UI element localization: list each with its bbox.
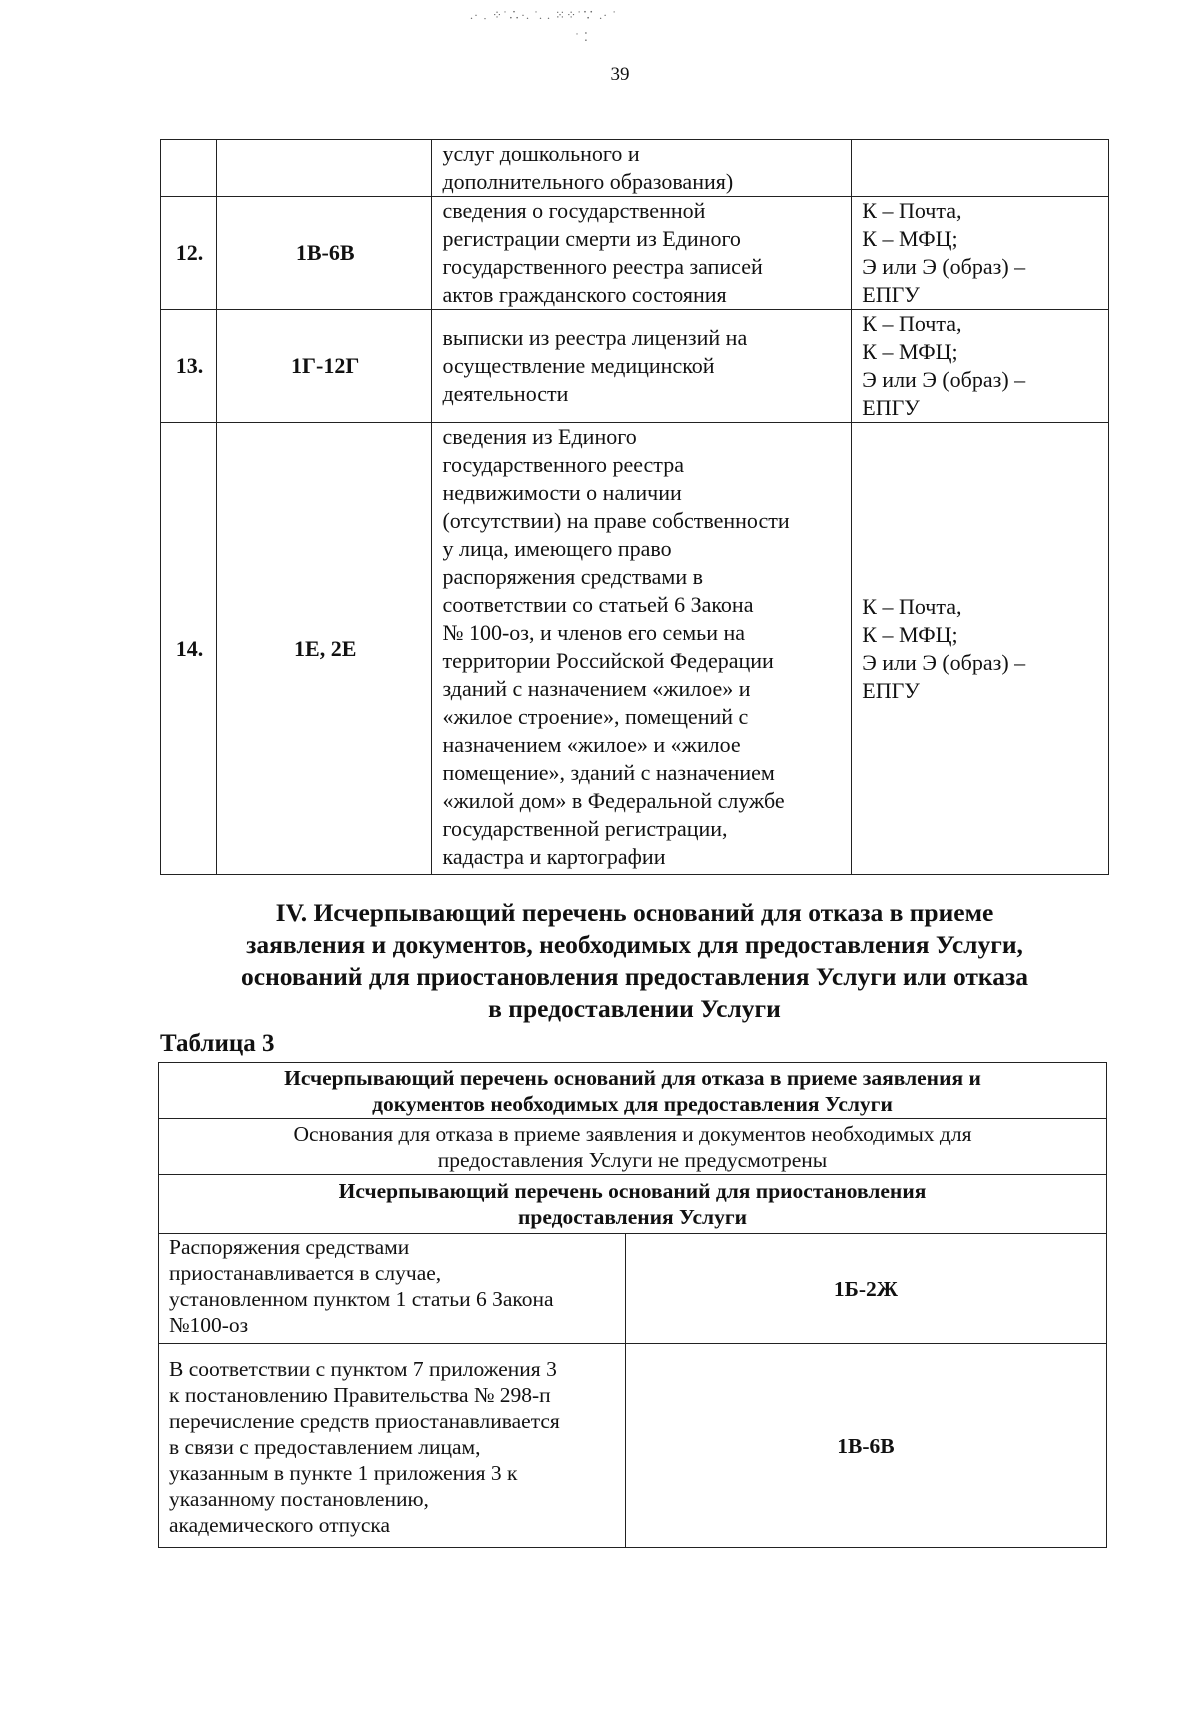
table-row bbox=[159, 1344, 1107, 1548]
row-method bbox=[852, 140, 1109, 197]
method-line: ЕПГУ bbox=[862, 282, 920, 307]
row-code: 1Е, 2Е bbox=[216, 423, 432, 875]
description-line: территории Российской Федерации bbox=[442, 648, 774, 673]
note-line: предоставления Услуги не предусмотрены bbox=[437, 1147, 828, 1172]
table-row bbox=[161, 140, 1109, 197]
row-description bbox=[432, 423, 852, 875]
method-line: К – Почта, bbox=[862, 311, 962, 336]
description-line: недвижимости о наличии bbox=[442, 480, 682, 505]
row-number bbox=[161, 140, 217, 197]
row-code: 1Г-12Г bbox=[216, 310, 432, 423]
heading-line: IV. Исчерпывающий перечень оснований для отказа в приеме bbox=[275, 898, 994, 927]
reason-line: В соответствии с пунктом 7 приложения 3 bbox=[169, 1357, 557, 1381]
description-line: зданий с назначением «жилое» и bbox=[442, 676, 751, 701]
description-line: «жилой дом» в Федеральной службе bbox=[442, 788, 785, 813]
table-caption: Таблица 3 bbox=[160, 1030, 275, 1057]
header-line: документов необходимых для предоставления Услуги bbox=[372, 1091, 893, 1116]
reason-line: установленном пунктом 1 статьи 6 Закона bbox=[169, 1287, 554, 1311]
reason-line: Распоряжения средствами bbox=[169, 1235, 410, 1259]
method-line: ЕПГУ bbox=[862, 677, 920, 703]
method-line: Э или Э (образ) – bbox=[862, 649, 1026, 675]
row-code: 1В-6В bbox=[216, 197, 432, 310]
description-line: распоряжения средствами в bbox=[442, 564, 703, 589]
suspension-header bbox=[159, 1175, 1107, 1234]
row-description bbox=[432, 310, 852, 423]
description-line: № 100-оз, и членов его семьи на bbox=[442, 620, 746, 645]
description-line: деятельности bbox=[442, 381, 569, 406]
description-line: выписки из реестра лицензий на bbox=[442, 325, 748, 350]
method-line: ЕПГУ bbox=[862, 395, 920, 420]
method-line: Э или Э (образ) – bbox=[862, 367, 1026, 392]
description-line: кадастра и картографии bbox=[442, 844, 666, 869]
table-row bbox=[159, 1119, 1107, 1175]
method-line: Э или Э (образ) – bbox=[862, 254, 1026, 279]
reason-line: №100-оз bbox=[169, 1313, 249, 1337]
scan-artifact: .·﹒⁘˙∴·. ˙. . ⁙⁘˙∵ .· ˙ bbox=[470, 8, 618, 22]
description-line: государственного реестра bbox=[442, 452, 684, 477]
row-method bbox=[852, 423, 1109, 875]
table-row bbox=[161, 423, 1109, 875]
description-line: «жилое строение», помещений с bbox=[442, 704, 749, 729]
method-line: К – Почта, bbox=[862, 198, 962, 223]
documents-table-continuation bbox=[160, 139, 1109, 875]
method-line: К – Почта, bbox=[862, 593, 962, 619]
suspension-code: 1Б-2Ж bbox=[625, 1234, 1106, 1344]
row-method bbox=[852, 310, 1109, 423]
page-number: 39 bbox=[610, 64, 630, 85]
suspension-code: 1В-6В bbox=[625, 1344, 1106, 1548]
description-line: регистрации смерти из Единого bbox=[442, 226, 741, 251]
row-number: 12. bbox=[161, 197, 217, 310]
row-code bbox=[216, 140, 432, 197]
description-line: актов гражданского состояния bbox=[442, 282, 727, 307]
method-line: К – МФЦ; bbox=[862, 621, 958, 647]
header-line: Исчерпывающий перечень оснований для отказа в приеме заявления и bbox=[284, 1065, 981, 1090]
scan-artifact: ˙ ⁚ bbox=[575, 30, 589, 44]
reason-line: в связи с предоставлением лицам, bbox=[169, 1435, 481, 1459]
description-line: осуществление медицинской bbox=[442, 353, 715, 378]
table-row bbox=[161, 310, 1109, 423]
reason-line: к постановлению Правительства № 298-п bbox=[169, 1383, 551, 1407]
description-line: соответствии со статьей 6 Закона bbox=[442, 592, 754, 617]
suspension-reason bbox=[159, 1234, 626, 1344]
reason-line: указанному постановлению, bbox=[169, 1487, 429, 1511]
description-line: дополнительного образования) bbox=[442, 169, 734, 194]
table-row bbox=[161, 197, 1109, 310]
description-line: сведения о государственной bbox=[442, 198, 706, 223]
table-row bbox=[159, 1175, 1107, 1234]
refusal-note bbox=[159, 1119, 1107, 1175]
description-line: (отсутствии) на праве собственности bbox=[442, 508, 790, 533]
row-description bbox=[432, 197, 852, 310]
description-line: сведения из Единого bbox=[442, 424, 637, 449]
header-line: Исчерпывающий перечень оснований для приостановления bbox=[338, 1179, 927, 1203]
table-row bbox=[159, 1063, 1107, 1119]
heading-line: оснований для приостановления предоставления Услуги или отказа bbox=[241, 962, 1028, 991]
description-line: услуг дошкольного и bbox=[442, 141, 640, 166]
method-line: К – МФЦ; bbox=[862, 226, 958, 251]
description-line: назначением «жилое» и «жилое bbox=[442, 732, 741, 757]
reason-line: перечисление средств приостанавливается bbox=[169, 1409, 560, 1433]
reason-line: приостанавливается в случае, bbox=[169, 1261, 442, 1285]
heading-line: в предоставлении Услуги bbox=[488, 994, 781, 1023]
suspension-reason bbox=[159, 1344, 626, 1548]
table-row bbox=[159, 1234, 1107, 1344]
section-heading bbox=[160, 897, 1109, 1025]
description-line: у лица, имеющего право bbox=[442, 536, 672, 561]
description-line: помещение», зданий с назначением bbox=[442, 760, 775, 785]
note-line: Основания для отказа в приеме заявления и документов необходимых для bbox=[293, 1121, 972, 1146]
reason-line: указанным в пункте 1 приложения 3 к bbox=[169, 1461, 518, 1485]
heading-line: заявления и документов, необходимых для предоставления Услуги, bbox=[246, 930, 1023, 959]
refusal-header bbox=[159, 1063, 1107, 1119]
method-line: К – МФЦ; bbox=[862, 339, 958, 364]
row-description bbox=[432, 140, 852, 197]
description-line: государственной регистрации, bbox=[442, 816, 728, 841]
row-number: 14. bbox=[161, 423, 217, 875]
row-number: 13. bbox=[161, 310, 217, 423]
header-line: предоставления Услуги bbox=[517, 1205, 748, 1229]
description-line: государственного реестра записей bbox=[442, 254, 763, 279]
reason-line: академического отпуска bbox=[169, 1513, 391, 1537]
grounds-table bbox=[158, 1062, 1107, 1548]
row-method bbox=[852, 197, 1109, 310]
